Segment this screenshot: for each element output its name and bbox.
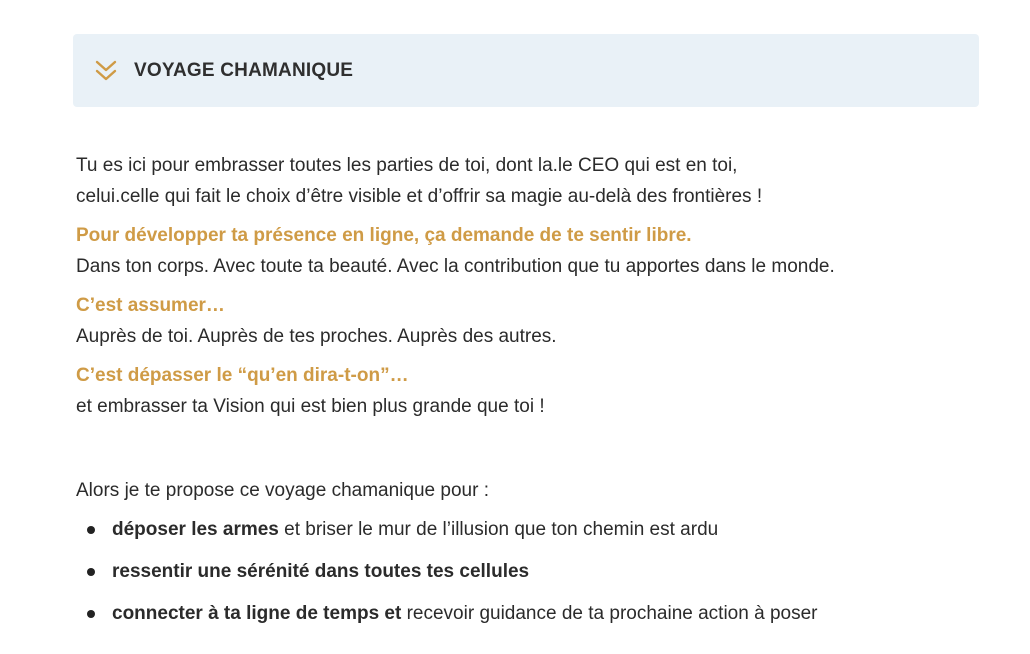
intro-line-2: celui.celle qui fait le choix d’être visible et d’offrir sa magie au-delà des frontières ! (76, 186, 763, 207)
list-item-text: recevoir guidance de ta prochaine action à poser (401, 603, 818, 624)
proposal-lead: Alors je te propose ce voyage chamanique pour : (76, 480, 489, 501)
section-heading-assumer: C’est assumer… (76, 295, 225, 316)
accordion-content (76, 150, 976, 640)
proposal-list (76, 514, 976, 629)
list-item-bold: connecter à ta ligne de temps et (112, 603, 402, 624)
section-text-depasser: et embrasser ta Vision qui est bien plus grande que toi ! (76, 396, 545, 417)
list-item-bold: ressentir une sérénité dans toutes tes cellules (112, 561, 530, 582)
section-heading-depasser: C’est dépasser le “qu’en dira-t-on”… (76, 365, 409, 386)
list-item-bold: déposer les armes (112, 519, 279, 540)
section-text-presence: Dans ton corps. Avec toute ta beauté. Avec la contribution que tu apportes dans le monde. (76, 256, 835, 277)
double-chevron-down-icon (93, 58, 119, 84)
bullet-icon (87, 610, 95, 618)
list-item (76, 556, 976, 587)
accordion-title: VOYAGE CHAMANIQUE (134, 59, 354, 81)
list-item-text: et briser le mur de l’illusion que ton chemin est ardu (278, 519, 719, 540)
bullet-icon (87, 568, 95, 576)
accordion-header[interactable] (73, 34, 979, 107)
list-item (76, 514, 976, 545)
bullet-icon (87, 526, 95, 534)
intro-line-1: Tu es ici pour embrasser toutes les parties de toi, dont la.le CEO qui est en toi, (76, 155, 738, 176)
section-heading-presence: Pour développer ta présence en ligne, ça demande de te sentir libre. (76, 225, 692, 246)
list-item (76, 598, 976, 629)
section-text-assumer: Auprès de toi. Auprès de tes proches. Auprès des autres. (76, 326, 557, 347)
